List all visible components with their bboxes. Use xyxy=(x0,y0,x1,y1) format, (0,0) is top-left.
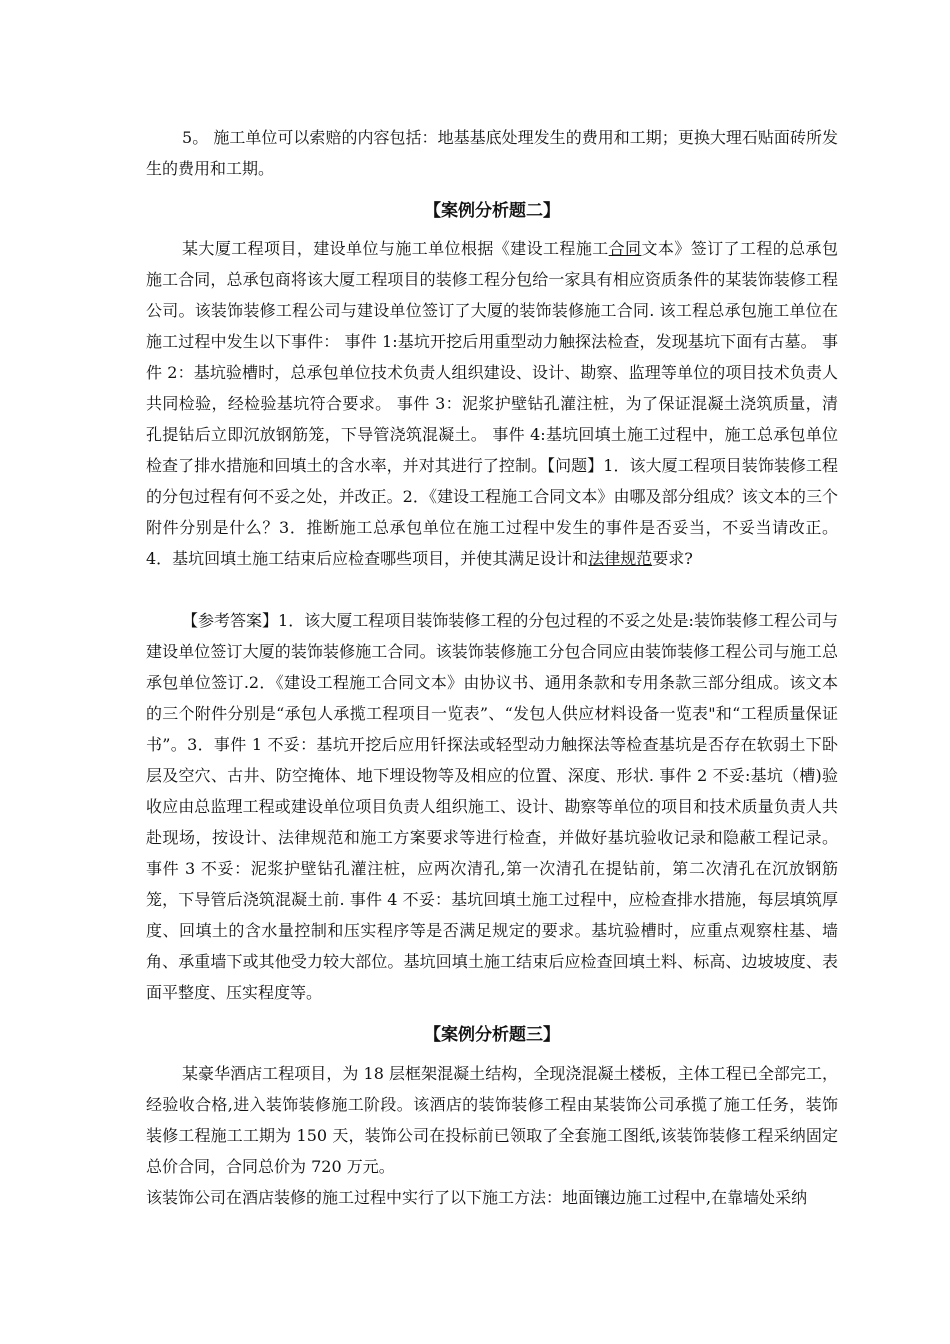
answer-item-5: 5。 施工单位可以索赔的内容包括：地基基底处理发生的费用和工期；更换大理石贴面砖所发生的费用和工期。 xyxy=(146,128,838,178)
case-two-text-part-3: 要求? xyxy=(652,549,693,568)
legal-norms-link[interactable]: 法律规范 xyxy=(588,549,653,568)
contract-link[interactable]: 合同 xyxy=(608,239,642,258)
case-two-text-part-2: 文本》签订了工程的总承包施工合同，总承包商将该大厦工程项目的装修工程分包给一家具有相应资质条件的某装饰装修工程公司。该装饰装修工程公司与建设单位签订了大厦的装饰装修施工合同. 该工程总承包施工单位在施工过程中发生以下事件： 事件 1:基坑开挖后用重型动力触探法检查，发现基坑下面有古墓。 事件 2：基坑验槽时，总承包单位技术负责人组织建设、设计、勘察、监理等单位的项目技术负责人共同检验，经检验基坑符合要求。 事件 3：泥浆护壁钻孔灌注桩，为了保证混凝土浇筑质量，清孔提钻后立即沉放钢筋笼，下导管浇筑混凝土。 事件 4:基坑回填土施工过程中，施工总承包单位检查了排水措施和回填土的含水率，并对其进行了控制。【问题】1．该大厦工程项目装饰装修工程的分包过程有何不妥之处，并改正。2．《建设工程施工合同文本》由哪及部分组成？该文本的三个附件分别是什么？3．推断施工总承包单位在施工过程中发生的事件是否妥当，不妥当请改正。4．基坑回填土施工结束后应检查哪些项目，并使其满足设计和 xyxy=(146,239,838,568)
case-two-text-part-1: 某大厦工程项目，建设单位与施工单位根据《建设工程施工 xyxy=(182,239,609,258)
case-three-paragraph-2: 该装饰公司在酒店装修的施工过程中实行了以下施工方法：地面镶边施工过程中,在靠墙处采纳 xyxy=(146,1188,808,1207)
case-two-question-paragraph xyxy=(146,233,838,574)
case-three-title: 【案例分析题三】 xyxy=(424,1025,560,1045)
case-three-paragraph-1: 某豪华酒店工程项目，为 18 层框架混凝土结构，全现浇混凝土楼板，主体工程已全部完工，经验收合格,进入装饰装修施工阶段。该酒店的装饰装修工程由某装饰公司承揽了施工任务，装饰装修工程施工工期为 150 天，装饰公司在投标前已领取了全套施工图纸,该装饰装修工程采纳固定总价合同，合同总价为 720 万元。 xyxy=(146,1064,838,1176)
case-two-answer-paragraph: 【参考答案】1．该大厦工程项目装饰装修工程的分包过程的不妥之处是:装饰装修工程公司与建设单位签订大厦的装饰装修施工合同。该装饰装修施工分包合同应由装饰装修工程公司与施工总承包单位签订.2．《建设工程施工合同文本》由协议书、通用条款和专用条款三部分组成。该文本的三个附件分别是“承包人承揽工程项目一览表”、“发包人供应材料设备一览表"和“工程质量保证书”。3．事件 1 不妥：基坑开挖后应用钎探法或轻型动力触探法等检查基坑是否存在软弱土下卧层及空穴、古井、防空掩体、地下埋设物等及相应的位置、深度、形状. 事件 2 不妥:基坑（槽)验收应由总监理工程或建设单位项目负责人组织施工、设计、勘察等单位的项目和技术质量负责人共赴现场，按设计、法律规范和施工方案要求等进行检查，并做好基坑验收记录和隐蔽工程记录。 事件 3 不妥：泥浆护壁钻孔灌注桩，应两次清孔,第一次清孔在提钻前，第二次清孔在沉放钢筋笼，下导管后浇筑混凝土前. 事件 4 不妥：基坑回填土施工过程中，应检查排水措施，每层填筑厚度、回填土的含水量控制和压实程序等是否满足规定的要求。基坑验槽时，应重点观察柱基、墙角、承重墙下或其他受力较大部位。基坑回填土施工结束后应检查回填土料、标高、边坡坡度、表面平整度、压实程度等。 xyxy=(146,611,838,1002)
case-two-title: 【案例分析题二】 xyxy=(424,201,560,221)
